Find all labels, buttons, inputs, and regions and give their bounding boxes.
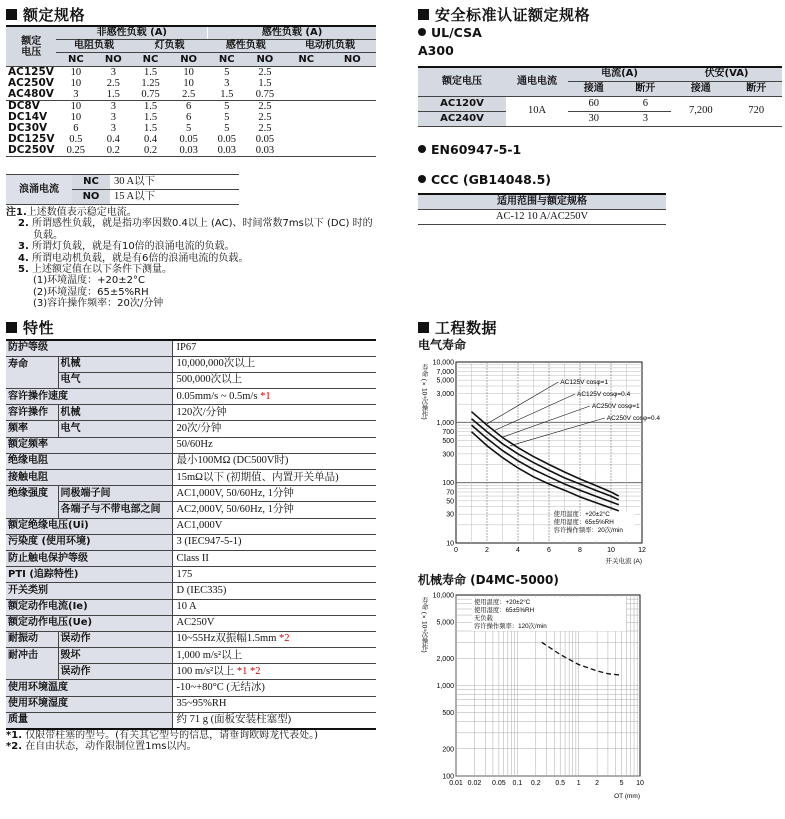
ulcsa-heading: UL/CSA <box>418 25 482 40</box>
note-text: 上述额定值在以下条件下测量。 <box>31 264 172 276</box>
feature-label: 额定动作电流(Ie) <box>6 599 172 615</box>
rating-cell: 5 <box>224 112 230 123</box>
annotation-text: 无负载 <box>474 615 493 622</box>
x-tick-label: 0.02 <box>467 780 482 787</box>
features-table <box>6 339 376 730</box>
i240-make: 30 <box>588 112 600 124</box>
h-va: 伏安(VA) <box>671 67 782 81</box>
feature-value-text: AC1,000V <box>176 520 223 532</box>
fn1-text: 仅限带柱塞的型号。(有关其它型号的信息，请垂询欧姆龙代表处。) <box>25 730 318 741</box>
inrush-nc-label: NC <box>72 175 110 190</box>
rating-cell: 10 <box>70 78 82 89</box>
features-footnotes <box>6 730 386 753</box>
i120-break: 6 <box>620 96 672 111</box>
rating-cell: 10 <box>183 67 194 78</box>
voltage-label: DC30V <box>8 122 48 134</box>
voltage-label: DC8V <box>8 100 40 112</box>
note-text: 所谓感性负载，就是指功率因数0.4以上 (AC)、时间常数7ms以下 (DC) 时的 <box>31 218 373 230</box>
cont-value: 10A <box>527 105 547 116</box>
rating-cell: 3 <box>110 101 116 112</box>
feature-label: 使用环境湿度 <box>6 696 172 712</box>
rating-cell: 1.5 <box>106 89 120 100</box>
feature-sublabel: 电气 <box>58 372 172 388</box>
feature-label: 寿命 <box>6 356 58 372</box>
lamp-header: 灯负载 <box>131 40 207 53</box>
feature-value <box>172 599 376 615</box>
feature-value <box>172 356 376 372</box>
feature-value <box>172 486 376 502</box>
rating-cell: 0.05 <box>179 134 198 145</box>
x-tick-label: 0.2 <box>530 780 541 787</box>
note-line <box>6 264 386 275</box>
ac120-label: AC120V <box>418 96 506 111</box>
rating-cell: 1.5 <box>143 67 158 78</box>
voltage-label: DC14V <box>8 111 48 123</box>
rating-cell: 2.5 <box>106 78 120 89</box>
rating-cell: 3 <box>110 123 116 134</box>
rating-cell: 0.4 <box>106 134 120 145</box>
feature-sublabel: 误动作 <box>58 664 172 680</box>
voltage-label: DC125V <box>8 133 55 145</box>
y-tick-label: 500 <box>442 437 454 445</box>
no-header: NO <box>95 53 131 67</box>
safety-section-title: 安全标准认证额定规格 <box>418 4 590 25</box>
feature-value <box>172 421 376 437</box>
i120-make: 60 <box>568 96 620 111</box>
feature-value-text: 120次/分钟 <box>176 406 227 418</box>
feature-label: 开关类别 <box>6 583 172 599</box>
feature-value-text: Class II <box>176 552 209 564</box>
ccc-heading: CCC (GB14048.5) <box>418 172 551 187</box>
rating-cell: 0.03 <box>255 145 275 156</box>
x-tick-label: 2 <box>485 547 489 554</box>
nc-header: NC <box>284 53 329 67</box>
feature-value <box>172 405 376 421</box>
rating-cell: 1.5 <box>258 78 272 89</box>
feature-footnote-mark: *1 *2 <box>236 665 261 677</box>
electrical-life-chart <box>418 352 668 574</box>
h-make-a: 接通 <box>568 81 620 96</box>
rating-cell: 10 <box>70 67 82 78</box>
feature-label: 耐冲击 <box>6 648 58 664</box>
rating-cell: 0.75 <box>141 89 160 100</box>
rating-cell: 6 <box>73 123 79 134</box>
rating-cell: 1.25 <box>141 78 160 89</box>
y-tick-label: 10,000 <box>432 359 454 367</box>
feature-value-text: AC1,000V, 50/60Hz, 1分钟 <box>176 487 294 499</box>
y-tick-label: 5,000 <box>436 377 454 385</box>
ind-header: 感性负载 (A) <box>208 26 376 40</box>
nc-header: NC <box>131 53 169 67</box>
no-header: NO <box>246 53 284 67</box>
feature-value-text: 3 (IEC947-5-1) <box>176 536 242 548</box>
note-line <box>6 218 386 229</box>
y-tick-label: 30 <box>446 511 454 519</box>
feature-value <box>172 437 376 453</box>
annotation-text: 容许操作频率：20次/min <box>553 527 623 535</box>
note-num: 4. <box>18 252 29 264</box>
y-tick-label: 1,000 <box>436 683 454 690</box>
feature-value <box>172 550 376 566</box>
feature-value-text: 约 71 g (面板安装柱塞型) <box>176 714 292 726</box>
feature-value <box>172 470 376 486</box>
note-line <box>6 241 386 252</box>
feature-label: 容许操作速度 <box>6 389 172 405</box>
h-make-va: 接通 <box>671 81 730 96</box>
ccc-table <box>418 193 666 225</box>
y-tick-label: 100 <box>442 773 454 781</box>
y-tick-label: 50 <box>446 498 454 506</box>
feature-value <box>172 615 376 631</box>
rating-cell: 0.25 <box>66 145 86 156</box>
note-num: 5. <box>18 264 29 276</box>
annotation-text: 使用湿度：65±5%RH <box>474 607 535 614</box>
elec-life-title: 电气寿命 <box>418 338 467 352</box>
note-text: 所谓灯负载，就是有10倍的浪涌电流的负载。 <box>31 241 235 253</box>
annotation-text: 使用湿度：65±5%RH <box>553 519 614 527</box>
feature-label: 额定频率 <box>6 437 172 453</box>
rating-cell: 3 <box>224 78 230 89</box>
res-header: 电阻负载 <box>56 40 131 53</box>
note-line <box>6 287 386 298</box>
feature-label: 使用环境温度 <box>6 680 172 696</box>
inrush-table <box>6 174 239 205</box>
i240-break: 3 <box>642 112 648 124</box>
rating-cell: 0.05 <box>255 134 275 145</box>
rating-cell: 5 <box>224 101 230 112</box>
y-tick-label: 3,000 <box>436 391 454 399</box>
rating-cell: 6 <box>186 112 192 123</box>
va-break: 720 <box>748 105 765 116</box>
rating-notes <box>6 207 386 310</box>
x-axis-label: 开关电流 (A) <box>605 558 642 565</box>
x-tick-label: 2 <box>595 780 600 787</box>
nonind-header: 非感性负载 (A) <box>56 26 207 40</box>
fn2-text: 在自由状态，动作限制位置1ms以内。 <box>25 741 197 753</box>
rated-voltage-header: 额定 电压 <box>6 26 56 67</box>
note-text: 负载。 <box>33 229 63 241</box>
rating-cell: 1.5 <box>143 101 158 112</box>
feature-sublabel: 同极端子间 <box>58 486 172 502</box>
fn1-mark: *1. <box>6 730 22 741</box>
feature-label: 污染度 (使用环境) <box>6 534 172 550</box>
y-tick-label: 200 <box>442 746 454 754</box>
inrush-no-label: NO <box>72 190 110 205</box>
feature-label <box>6 664 58 680</box>
note-text: (2)环境湿度：65±5%RH <box>33 286 149 298</box>
feature-label: 绝缘强度 <box>6 486 58 502</box>
series-label: AC250V cosφ=1 <box>591 403 640 410</box>
feature-value-text: AC2,000V, 50/60Hz, 1分钟 <box>176 503 294 515</box>
y-tick-label: 1,000 <box>436 419 454 427</box>
feature-sublabel: 毁坏 <box>58 648 172 664</box>
feature-label: 防止触电保护等级 <box>6 550 172 566</box>
feature-value-text: IP67 <box>176 342 197 354</box>
feature-value-text: 10,000,000次以上 <box>176 358 256 370</box>
rating-cell: 2.5 <box>258 67 272 78</box>
rating-cell: 0.75 <box>255 89 275 100</box>
series-label: AC125V cosφ=0.4 <box>577 391 631 398</box>
rating-cell: 2.5 <box>258 112 272 123</box>
x-tick-label: 0.5 <box>555 780 566 787</box>
h-cont: 通电电流 <box>506 67 568 96</box>
rating-cell: 3 <box>110 112 116 123</box>
feature-label: 接触电阻 <box>6 470 172 486</box>
feature-sublabel: 各端子与不带电部之间 <box>58 502 172 518</box>
rating-cell: 0.2 <box>106 145 120 156</box>
note-num: 3. <box>18 241 29 253</box>
inrush-no-value: 15 A以下 <box>114 191 156 202</box>
feature-sublabel: 机械 <box>58 356 172 372</box>
note-line <box>6 275 386 286</box>
note-text: (1)环境温度：+20±2°C <box>33 275 145 287</box>
x-tick-label: 6 <box>547 547 551 554</box>
inrush-nc-value: 30 A以下 <box>110 175 239 190</box>
h-rated: 额定电压 <box>418 67 506 96</box>
inrush-label: 浪涌电流 <box>6 175 72 205</box>
rating-cell: 10 <box>70 101 82 112</box>
rating-cell: 6 <box>186 101 192 112</box>
no-header: NO <box>329 53 376 67</box>
rating-cell: 0.5 <box>69 134 83 145</box>
feature-label <box>6 502 58 518</box>
feature-label: PTI (追踪特性) <box>6 567 172 583</box>
ccc-value: AC-12 10 A/AC250V <box>495 210 589 222</box>
note-line <box>6 230 386 241</box>
series-line <box>542 642 622 675</box>
feature-label: 频率 <box>6 421 58 437</box>
rating-cell: 0.05 <box>217 134 236 145</box>
feature-sublabel: 电气 <box>58 421 172 437</box>
feature-value <box>172 389 376 405</box>
feature-label: 容许操作 <box>6 405 58 421</box>
feature-value <box>172 372 376 388</box>
y-tick-label: 5,000 <box>436 619 454 627</box>
feature-value-text: 0.05mm/s ~ 0.5m/s <box>176 390 258 402</box>
feature-footnote-mark: *2 <box>279 633 290 645</box>
rating-cell: 0.2 <box>143 145 158 156</box>
feature-label: 防护等级 <box>6 340 172 356</box>
x-tick-label: 10 <box>636 780 644 787</box>
y-tick-label: 10 <box>446 540 454 548</box>
note-line <box>6 207 386 218</box>
feature-value <box>172 648 376 664</box>
feature-value-text: 175 <box>176 568 193 580</box>
feature-value-text: D (IEC335) <box>176 584 227 596</box>
x-tick-label: 0.01 <box>449 780 463 787</box>
x-tick-label: 5 <box>619 780 624 787</box>
rating-cell: 3 <box>110 67 116 78</box>
note-text: 上述数值表示稳定电流。 <box>26 207 137 218</box>
y-tick-label: 10,000 <box>432 592 454 600</box>
y-tick-label: 7,000 <box>436 368 454 376</box>
feature-value <box>172 664 376 680</box>
annotation-text: 使用温度：+20±2°C <box>474 599 531 606</box>
rating-cell: 2.5 <box>258 101 272 112</box>
feature-value-text: 10 A <box>176 601 197 613</box>
x-tick-label: 8 <box>578 547 582 554</box>
feature-value-text: 35~95%RH <box>176 698 227 710</box>
ccc-head: 适用范围与额定规格 <box>418 194 666 209</box>
rating-cell: 3 <box>73 89 79 100</box>
h-current: 电流(A) <box>568 67 671 81</box>
feature-value <box>172 567 376 583</box>
rating-cell: 5 <box>224 123 230 134</box>
x-tick-label: 12 <box>638 547 646 554</box>
h-break-va: 断开 <box>730 81 782 96</box>
series-leader <box>503 406 590 437</box>
note-line <box>6 253 386 264</box>
rating-cell: 1.5 <box>220 89 234 100</box>
feature-value <box>172 518 376 534</box>
series-label: AC125V cosφ=1 <box>560 379 609 386</box>
rating-section-title: 额定规格 <box>6 4 85 25</box>
nc-header: NC <box>56 53 95 67</box>
annotation-text: 容许操作频率：120次/min <box>474 623 547 630</box>
y-axis-label: 寿命 (×10⁴次操作) <box>420 364 428 420</box>
feature-sublabel: 误动作 <box>58 631 172 647</box>
y-axis-label: 寿命 (×10⁴次操作) <box>420 597 428 653</box>
voltage-label: AC480V <box>8 88 54 100</box>
en-heading: EN60947-5-1 <box>418 142 521 157</box>
feature-sublabel: 机械 <box>58 405 172 421</box>
feature-value-text: 20次/分钟 <box>176 423 222 435</box>
feature-value-text: 50/60Hz <box>176 439 213 451</box>
feature-value-text: -10~+80°C (无结冰) <box>176 682 265 694</box>
voltage-label: AC250V <box>8 77 54 89</box>
x-axis-label: OT (mm) <box>614 793 640 800</box>
feature-label: 额定动作电压(Ue) <box>6 615 172 631</box>
feature-value-text: 100 m/s²以上 <box>176 665 235 677</box>
note-text: 所谓电动机负载，就是有6倍的浪涌电流的负载。 <box>31 252 249 264</box>
feature-value-text: 1,000 m/s²以上 <box>176 649 243 661</box>
note-num: 2. <box>18 218 29 230</box>
annotation-text: 使用温度：+20±2°C <box>553 511 610 519</box>
series-label: AC250V cosφ=0.4 <box>606 415 660 422</box>
feature-value-text: 15mΩ以下 (初期值、内置开关单品) <box>176 471 339 483</box>
rating-table <box>6 25 376 157</box>
x-tick-label: 0.05 <box>492 780 506 787</box>
mechanical-life-chart <box>418 587 668 805</box>
feature-label: 额定绝缘电压(Ui) <box>6 518 172 534</box>
mech-life-title: 机械寿命 (D4MC-5000) <box>418 573 559 587</box>
nc-header: NC <box>208 53 246 67</box>
rating-cell: 2.5 <box>182 89 196 100</box>
h-break-a: 断开 <box>620 81 672 96</box>
feature-value <box>172 696 376 712</box>
feature-footnote-mark: *1 <box>260 390 271 402</box>
y-tick-label: 100 <box>442 480 454 488</box>
x-tick-label: 4 <box>516 547 520 554</box>
x-tick-label: 0 <box>454 547 458 554</box>
voltage-label: DC250V <box>8 144 55 156</box>
feature-label: 绝缘电阻 <box>6 453 172 469</box>
rating-cell: 1.5 <box>143 112 158 123</box>
feature-label: 耐振动 <box>6 631 58 647</box>
rating-cell: 0.03 <box>217 145 236 156</box>
x-tick-label: 1 <box>576 780 581 787</box>
x-tick-label: 0.1 <box>512 780 523 787</box>
rating-cell: 5 <box>186 123 192 134</box>
va-make: 7,200 <box>688 105 713 116</box>
feature-label: 质量 <box>6 712 172 728</box>
rating-cell: 0.03 <box>179 145 198 156</box>
ac240-label: AC240V <box>418 111 506 126</box>
rating-cell: 1.5 <box>143 123 158 134</box>
rating-cell: 0.4 <box>143 134 158 145</box>
rating-cell: 10 <box>70 112 82 123</box>
voltage-label: AC125V <box>8 66 54 78</box>
a300-label: A300 <box>418 43 454 58</box>
y-tick-label: 300 <box>442 451 454 459</box>
feature-value <box>172 534 376 550</box>
feature-value <box>172 583 376 599</box>
ulcsa-table <box>418 66 782 127</box>
feature-value <box>172 712 376 728</box>
y-tick-label: 2,000 <box>436 655 454 663</box>
feature-value <box>172 631 376 647</box>
feature-value <box>172 453 376 469</box>
no-header: NO <box>170 53 208 67</box>
note-text: (3)容许操作频率：20次/分钟 <box>33 298 164 310</box>
rating-cell: 10 <box>183 78 194 89</box>
features-section-title: 特性 <box>6 317 54 338</box>
feature-value <box>172 340 376 356</box>
rating-cell: 5 <box>224 67 230 78</box>
indload-header: 感性负载 <box>208 40 284 53</box>
feature-label <box>6 372 58 388</box>
note-line <box>6 298 386 309</box>
y-tick-label: 70 <box>446 489 454 497</box>
note-lead: 注1. <box>6 207 27 218</box>
x-tick-label: 10 <box>607 547 615 554</box>
feature-value <box>172 680 376 696</box>
feature-value-text: 10~55Hz双振幅1.5mm <box>176 633 277 645</box>
rating-cell: 2.5 <box>258 123 272 134</box>
feature-value-text: 最小100MΩ (DC500V时) <box>176 455 289 467</box>
fn2-mark: *2. <box>6 741 22 753</box>
motor-header: 电动机负载 <box>284 40 376 53</box>
feature-value-text: 500,000次以上 <box>176 374 243 386</box>
y-tick-label: 500 <box>442 710 454 718</box>
eng-section-title: 工程数据 <box>418 317 497 338</box>
y-tick-label: 700 <box>442 429 454 437</box>
feature-value-text: AC250V <box>176 617 215 629</box>
feature-value <box>172 502 376 518</box>
